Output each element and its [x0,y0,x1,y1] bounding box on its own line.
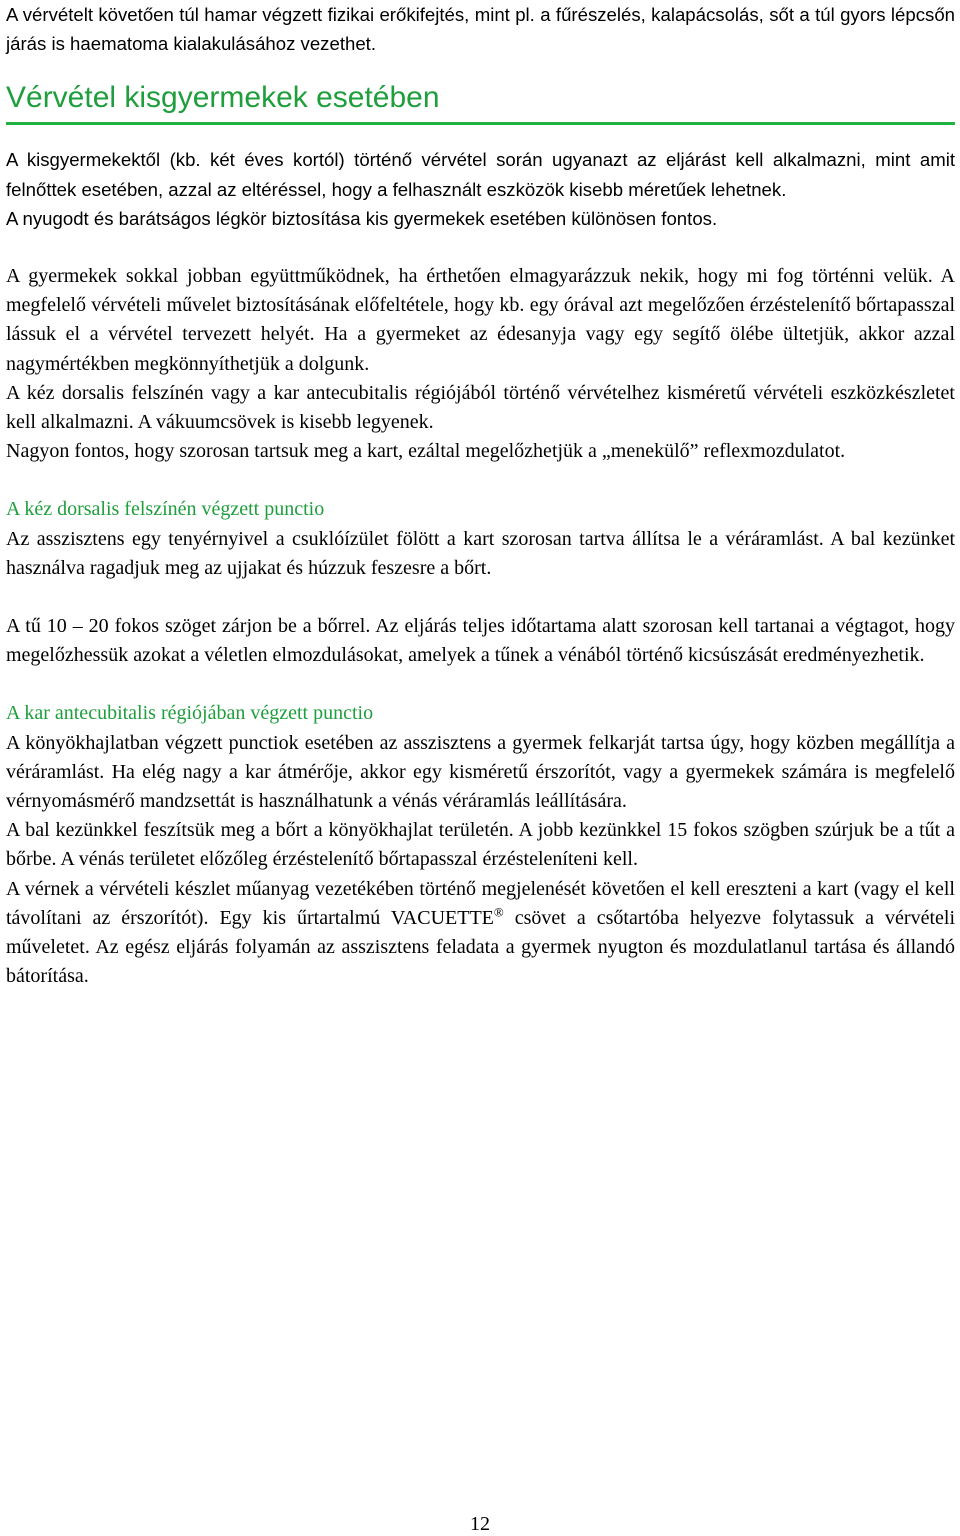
arm-paragraph-1: A könyökhajlatban végzett punctiok esetében az asszisztens a gyermek felkarját tartsa úgy, hogy közben megállítja a véráramlást. Ha elég nagy a kar átmérője, akkor egy kisméretű érszorítót, vagy a gyermekek számára is megfelelő vérnyomásmérő mandzsettát is használhatunk a vénás véráramlás leállítására. [6,731,955,813]
document-page [6,0,955,991]
children-paragraph-5: Nagyon fontos, hogy szorosan tartsuk meg a kart, ezáltal megelőzhetjük a „menekülő” reflexmozdulatot. [6,440,846,463]
arm-paragraph-3-end: csövet a csőtartóba helyezve folytassuk a vérvételi műveletet. Az egész eljárás folyamán az asszisztens feladata a gyermek nyugton és mozdulatlanul tartása és állandó bátorítása. [6,906,955,988]
intro-paragraph: A vérvételt követően túl hamar végzett fizikai erőkifejtés, mint pl. a fűrészelés, kalapácsolás, sőt a túl gyors lépcsőn járás is haematoma kialakulásához vezethet. [6,4,955,55]
children-paragraph-4: A kéz dorsalis felszínén vagy a kar antecubitalis régiójából történő vérvételhez kisméretű vérvételi eszközkészletet kell alkalmazni. A vákuumcsövek is kisebb legyenek. [6,381,955,434]
registered-mark: ® [493,904,504,920]
children-paragraph-2: A nyugodt és barátságos légkör biztosítása kis gyermekek esetében különösen fontos. [6,207,718,229]
hand-paragraph-1: Az asszisztens egy tenyérnyivel a csuklóízület fölött a kart szorosan tartva állítsa le a véráramlást. A bal kezünket használva ragadjuk meg az ujjakat és húzzuk feszesre a bőrt. [6,527,955,579]
page-number: 12 [470,1513,490,1535]
arm-paragraph-2: A bal kezünkkel feszítsük meg a bőrt a könyökhajlat területén. A jobb kezünkkel 15 fokos szögben szúrjuk be a tűt a bőrbe. A vénás területet előzőleg érzéstelenítő bőrtapasszal érzésteleníteni kell. [6,819,955,871]
arm-paragraph-3-start: A vérnek a vérvételi készlet műanyag vezetékében történő megjelenését követően el kell ereszteni a kart (vagy el kell távolítani az érszorítót). Egy kis űrtartalmú VACUETTE [6,877,955,929]
section-heading-hand: A kéz dorsalis felszínén végzett punctio [6,498,325,521]
section-heading-children: Vérvétel kisgyermekek esetében [6,80,955,125]
children-paragraph-1: A kisgyermekektől (kb. két éves kortól) történő vérvétel során ugyanazt az eljárást kell alkalmazni, mint amit felnőttek esetében, azzal az eltéréssel, hogy a felhasznált eszközök kisebb méretűek lehetnek. [6,149,955,200]
hand-paragraph-2: A tű 10 – 20 fokos szöget zárjon be a bőrrel. Az eljárás teljes időtartama alatt szorosan kell tartanai a végtagot, hogy megelőzhessük azokat a véletlen elmozdulásokat, amelyek a tűnek a vénából történő kicsúszását eredményezhetik. [6,615,955,667]
arm-paragraph-3 [6,875,955,992]
section-heading-arm: A kar antecubitalis régiójában végzett punctio [6,702,374,725]
children-paragraph-3: A gyermekek sokkal jobban együttműködnek, ha érthetően elmagyarázzuk nekik, hogy mi fog történni velük. A megfelelő vérvételi művelet biztosításának előfeltétele, hogy kb. egy órával azt megelőzően érzéstelenítő bőrtapasszal lássuk el a vérvétel tervezett helyét. Ha a gyermeket az édesanyja vagy egy segítő ölébe ültetjük, akkor azzal nagymértékben megkönnyíthetjük a dolgunk. [6,265,955,375]
